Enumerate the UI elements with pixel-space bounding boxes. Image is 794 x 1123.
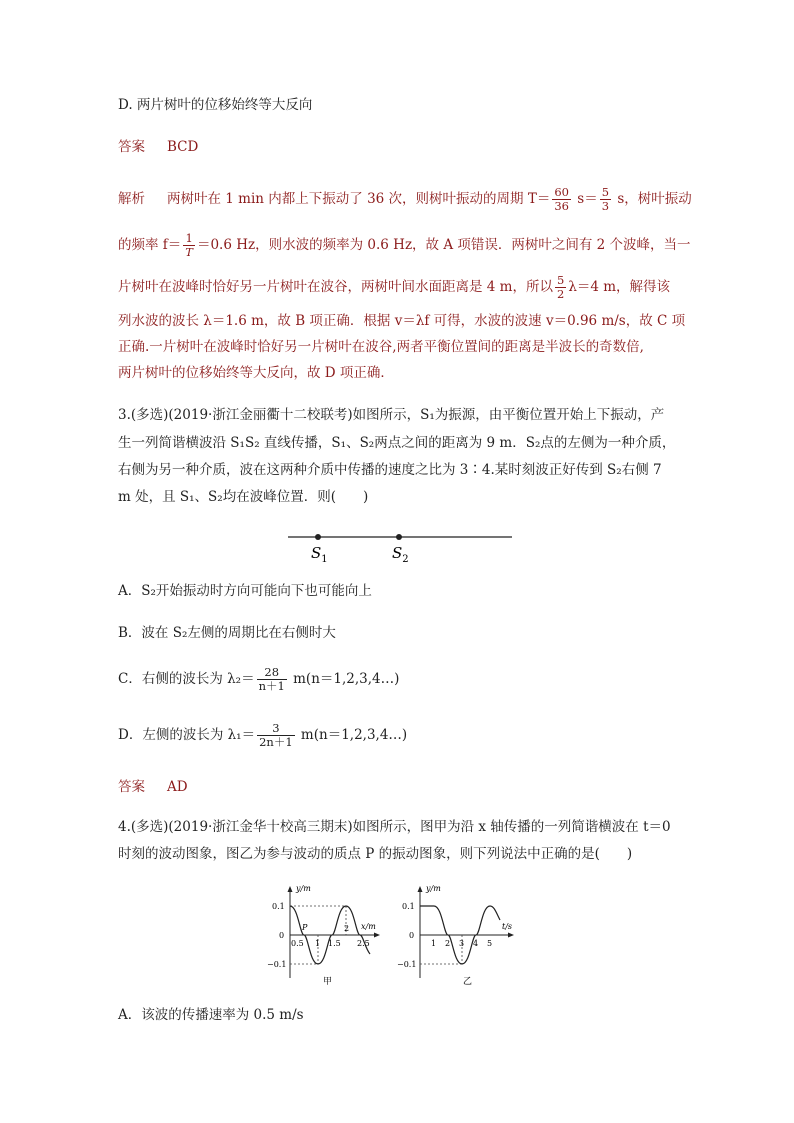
s1-s2-figure (280, 525, 520, 565)
analysis-label: 解析 (118, 191, 145, 207)
analysis-text: s＝ (572, 191, 598, 207)
q3-stem-line-2: 生一列简谐横波沿 S₁S₂ 直线传播，S₁、S₂两点之间的距离为 9 m．S₂点的左侧为一种介质， (118, 435, 676, 451)
fraction: $\frac{1}{T}$ (185, 231, 193, 259)
vibration-graph-yi (396, 882, 520, 987)
x-axis-arrow (374, 933, 380, 938)
analysis-text: 的频率 f＝ (118, 237, 182, 253)
y-tick-bottom: −0.1 (397, 960, 417, 969)
analysis-line-1 (118, 186, 692, 213)
x-tick: 1 (315, 939, 321, 948)
analysis-text: 片树叶在波峰时恰好另一片树叶在波谷，两树叶间水面距离是 4 m，所以 (118, 279, 553, 295)
answer-value: BCD (167, 139, 199, 155)
analysis-text: s，树叶振动 (613, 191, 692, 207)
x-tick: 0.5 (291, 939, 304, 948)
fraction: $\frac{5}{2}$ (556, 273, 565, 301)
q3-answer (118, 778, 188, 796)
q3-stem-line-4: m 处，且 S₁、S₂均在波峰位置．则( ) (118, 489, 369, 505)
q3-stem-line-1: 3.(多选)(2019·浙江金丽衢十二校联考)如图所示，S₁为振源，由平衡位置开始上下振动，产 (118, 407, 665, 423)
fraction: $\frac{28}{n+1}$ (258, 665, 285, 693)
q3-option-a: A．S₂开始振动时方向可能向下也可能向上 (118, 583, 372, 599)
y-axis-arrow (288, 886, 293, 892)
x-tick: 1.5 (328, 939, 341, 948)
analysis-line-3 (118, 274, 670, 301)
y-axis-label: y/m (296, 884, 311, 893)
analysis-line-5: 正确.一片树叶在波峰时恰好另一片树叶在波谷,两者平衡位置间的距离是半波长的奇数倍, (118, 339, 644, 355)
q4-stem-line-2: 时刻的波动图象，图乙为参与波动的质点 P 的振动图象，则下列说法中正确的是( ) (118, 846, 633, 862)
t-tick: 2 (445, 939, 451, 948)
x-axis-label: t/s (502, 922, 513, 931)
graph-caption: 乙 (463, 977, 473, 987)
q3-stem-line-3: 右侧为另一种介质，波在这两种介质中传播的速度之比为 3∶4.某时刻波正好传到 S₂右侧 7 (118, 462, 662, 478)
t-tick: 5 (487, 939, 493, 948)
analysis-line-4: 列水波的波长 λ＝1.6 m，故 B 项正确．根据 v＝λf 可得，水波的波速 v＝0.96 m/s，故 C 项 (118, 313, 686, 329)
x-tick: 2 (344, 924, 350, 933)
analysis-line-6: 两片树叶的位移始终等大反向，故 D 项正确． (118, 365, 394, 381)
s1-point (315, 534, 321, 540)
y-axis-label: y/m (426, 884, 441, 893)
s2-point (396, 534, 402, 540)
fraction: $\frac{60}{36}$ (554, 185, 569, 213)
q3-option-b: B．波在 S₂左侧的周期比在右侧时大 (118, 625, 336, 641)
t-tick: 1 (431, 939, 437, 948)
graph-caption: 甲 (323, 977, 333, 987)
answer-label: 答案 (118, 779, 145, 795)
analysis-text: λ＝4 m，解得该 (568, 279, 671, 295)
answer-label: 答案 (118, 139, 145, 155)
fraction: $\frac{3}{2n+1}$ (259, 721, 293, 749)
y-tick-top: 0.1 (272, 902, 285, 911)
t-tick: 4 (473, 939, 479, 948)
y-tick-top: 0.1 (402, 902, 415, 911)
s2-label: $S_2$ (392, 544, 409, 565)
q4-option-a: A．该波的传播速率为 0.5 m/s (118, 1007, 304, 1023)
fraction: $\frac{5}{3}$ (601, 185, 610, 213)
q2-option-d: D. 两片树叶的位移始终等大反向 (118, 97, 313, 113)
y-tick-bottom: −0.1 (267, 960, 287, 969)
x-axis-arrow (508, 933, 514, 938)
wave-graph-jia (266, 882, 386, 987)
y-tick-zero: 0 (279, 931, 285, 940)
q2-answer (118, 138, 198, 156)
y-axis-arrow (418, 886, 423, 892)
analysis-text: 两树叶在 1 min 内都上下振动了 36 次，则树叶振动的周期 T＝ (167, 191, 551, 207)
x-tick: 2.5 (357, 939, 370, 948)
x-axis-label: x/m (361, 922, 376, 931)
point-p-label: P (302, 923, 308, 932)
analysis-line-2 (118, 232, 691, 259)
answer-value: AD (167, 779, 188, 795)
q3-option-d: D．左侧的波长为 λ₁＝ $\frac{3}{2n+1}$ m(n＝1,2,3,4…) (118, 721, 408, 749)
s1-label: $S_1$ (311, 544, 328, 565)
t-tick: 3 (459, 939, 465, 948)
analysis-text: ＝0.6 Hz，则水波的频率为 0.6 Hz，故 A 项错误．两树叶之间有 2 个波峰，当一 (196, 237, 691, 253)
q4-stem-line-1: 4.(多选)(2019·浙江金华十校高三期末)如图所示，图甲为沿 x 轴传播的一列简谐横波在 t＝0 (118, 819, 671, 835)
y-tick-zero: 0 (409, 931, 415, 940)
q3-option-c: C．右侧的波长为 λ₂＝ $\frac{28}{n+1}$ m(n＝1,2,3,4…) (118, 665, 400, 693)
